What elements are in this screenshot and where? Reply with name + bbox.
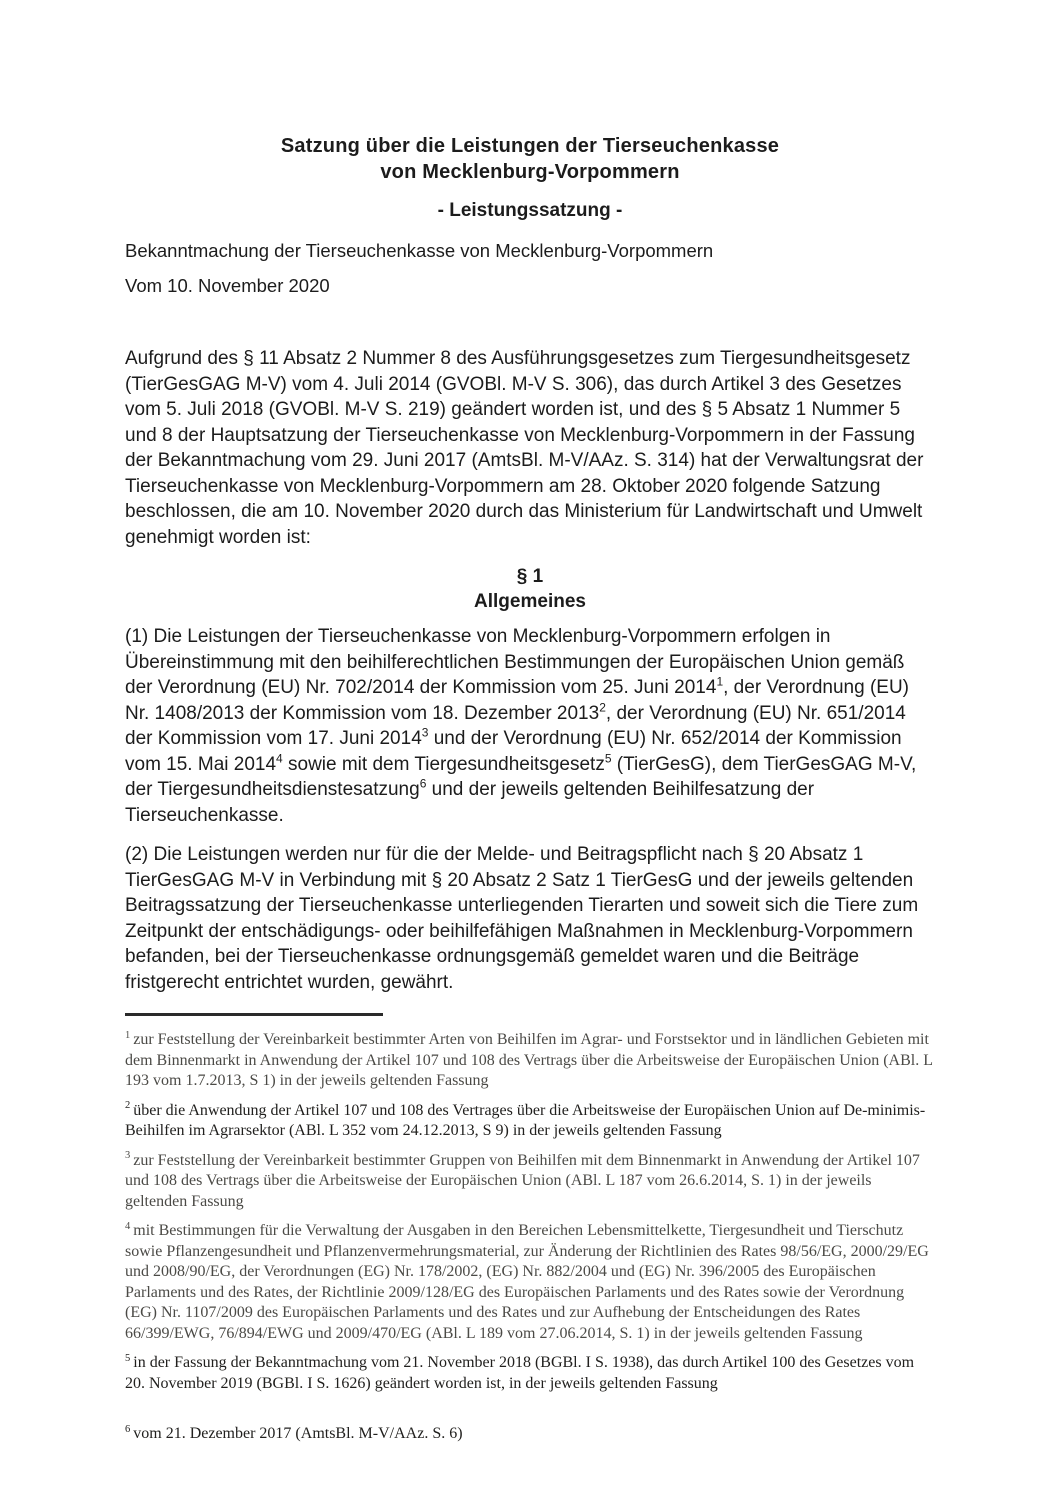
preamble-paragraph: Aufgrund des § 11 Absatz 2 Nummer 8 des Ausführungsgesetzes zum Tiergesundheitsgesetz (TierGesGAG M-V) vom 4. Juli 2014 (GVOBl. M-V S. 306), das durch Artikel 3 des Gesetzes vom 5. Juli 2018 (GVOBl. M-V S. 219) geändert worden ist, und des § 5 Absatz 1 Nummer 5 und 8 der Hauptsatzung der Tierseuchenkasse von Mecklenburg-Vorpommern in der Fassung der Bekanntmachung vom 29. Juni 2017 (AmtsBl. M-V/AAz. S. 314) hat der Verwaltungsrat der Tierseuchenkasse von Mecklenburg-Vorpommern am 28. Oktober 2020 folgende Satzung beschlossen, die am 10. November 2020 durch das Ministerium für Landwirtschaft und Umwelt genehmigt worden ist:: [125, 348, 924, 548]
footnote-1: $^1$ zur Feststellung der Vereinbarkeit bestimmter Arten von Beihilfen im Agrar- und Forstsektor und in ländlichen Gebieten mit dem Binnenmarkt in Anwendung der Artikel 107 und 108 des Vertrags über die Arbeitsweise der Europäischen Union (ABl. L 193 vom 1.7.2013, S 1) in der jeweils geltenden Fassung: [125, 1029, 933, 1089]
section-1-paragraph-2: (2) Die Leistungen werden nur für die der Melde- und Beitragspflicht nach § 20 Absatz 1 TierGesGAG M-V in Verbindung mit § 20 Absatz 2 Satz 1 TierGesG und der jeweils geltenden Beitragssatzung der Tierseuchenkasse unterliegenden Tierarten und soweit sich die Tiere zum Zeitpunkt der entschädigungs- oder beihilfefähigen Maßnahmen in Mecklenburg-Vorpommern befanden, bei der Tierseuchenkasse ordnungsgemäß gemeldet waren und die Beiträge fristgerecht entrichtet wurden, gewährt.: [125, 844, 919, 993]
footnote-marker: 5: [125, 1352, 131, 1364]
footnote-marker: 2: [125, 1100, 131, 1112]
footnote-marker: 6: [125, 1423, 131, 1435]
footnote-marker: 3: [125, 1150, 131, 1162]
document-title: [125, 133, 935, 185]
footnote-reference: 2: [599, 700, 606, 715]
footnote-marker: 1: [125, 1029, 131, 1041]
section-1-paragraph-1: (1) Die Leistungen der Tierseuchenkasse von Mecklenburg-Vorpommern erfolgen in Übereinstimmung mit den beihilferechtlichen Bestimmungen der Europäischen Union gemäß der Verordnung (EU) Nr. 702/2014 der Kommission vom 25. Juni 2014$^1$, der Verordnung (EU) Nr. 1408/2013 der Kommission vom 18. Dezember 2013$^2$, der Verordnung (EU) Nr. 651/2014 der Kommission vom 17. Juni 2014$^3$ und der Verordnung (EU) Nr. 652/2014 der Kommission vom 15. Mai 2014$^4$ sowie mit dem Tiergesundheitsgesetz$^5$ (TierGesG), dem TierGesGAG M-V, der Tiergesundheitsdienstesatzung$^6$ und der jeweils geltenden Beihilfesatzung der Tierseuchenkasse.: [125, 626, 917, 826]
footnote-4: $^4$ mit Bestimmungen für die Verwaltung der Ausgaben in den Bereichen Lebensmittelkette, Tiergesundheit und Tierschutz sowie Pflanzengesundheit und Pflanzenvermehrungsmaterial, zur Änderung der Richtlinien des Rates 98/56/EG, 2000/29/EG und 2008/90/EG, der Verordnungen (EG) Nr. 178/2002, (EG) Nr. 882/2004 und (EG) Nr. 396/2005 des Europäischen Parlaments und des Rates, der Richtlinie 2009/128/EG des Europäischen Parlaments und des Rates sowie der Verordnung (EG) Nr. 1107/2009 des Europäischen Parlaments und des Rates und zur Aufhebung der Entscheidungen des Rates 66/399/EWG, 76/894/EWG und 2009/470/EG (ABl. L 189 vom 27.06.2014, S. 1) in der jeweils geltenden Fassung: [125, 1220, 929, 1342]
title-line-1: Satzung über die Leistungen der Tierseuchenkasse: [280, 135, 780, 157]
footnote-separator: [125, 1013, 383, 1016]
footnote-2: $^2$ über die Anwendung der Artikel 107 und 108 des Vertrages über die Arbeitsweise der Europäischen Union auf De-minimis-Beihilfen im Agrarsektor (ABl. L 352 vom 24.12.2013, S 9) in der jeweils geltenden Fassung: [125, 1100, 926, 1139]
title-line-2: von Mecklenburg-Vorpommern: [380, 161, 680, 183]
footnote-marker: 4: [125, 1220, 131, 1232]
section-1-heading: [125, 564, 935, 614]
footnote-reference: 4: [276, 751, 283, 766]
footnote-6: $^6$ vom 21. Dezember 2017 (AmtsBl. M-V/AAz. S. 6): [125, 1423, 463, 1442]
footnote-reference: 6: [419, 776, 427, 791]
section-1-title: Allgemeines: [474, 591, 586, 612]
announcement-line: Bekanntmachung der Tierseuchenkasse von Mecklenburg-Vorpommern: [125, 240, 714, 261]
date-line: Vom 10. November 2020: [125, 275, 330, 296]
footnote-reference: 3: [421, 725, 429, 740]
document-subtitle: - Leistungssatzung -: [437, 200, 623, 221]
section-1-number: § 1: [516, 566, 544, 587]
footnote-reference: 1: [716, 674, 724, 689]
footnote-3: $^3$ zur Feststellung der Vereinbarkeit bestimmter Gruppen von Beihilfen mit dem Binnenmarkt in Anwendung der Artikel 107 und 108 des Vertrags über die Arbeitsweise der Europäischen Union (ABl. L 187 vom 26.6.2014, S. 1) in der jeweils geltenden Fassung: [125, 1150, 920, 1210]
footnote-list: [125, 1030, 935, 1445]
footnote-reference: 5: [604, 751, 612, 766]
footnote-5: $^5$ in der Fassung der Bekanntmachung vom 21. November 2018 (BGBl. I S. 1938), das durch Artikel 100 des Gesetzes vom 20. November 2019 (BGBl. I S. 1626) geändert worden ist, in der jeweils geltenden Fassung: [125, 1352, 915, 1392]
